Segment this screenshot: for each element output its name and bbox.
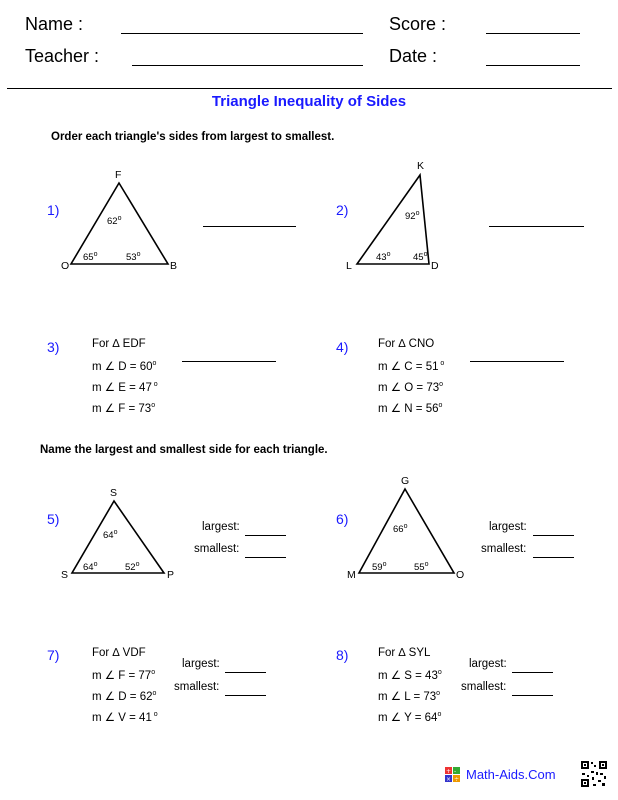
problem-1-angle-right: 53$^o$ [126, 251, 141, 264]
svg-text:+: + [446, 768, 452, 775]
problem-6-number: 6) [336, 511, 349, 527]
problem-5-vertex-left: S [61, 569, 69, 581]
problem-7-smallest-line[interactable] [225, 695, 266, 696]
problem-6-largest-label: largest: [489, 521, 527, 533]
problem-8-triangle-name: For ∆ SYL [378, 647, 431, 659]
problem-7-angle-1: m ∠ $F = 77^o$ [92, 669, 156, 682]
section1-instruction: Order each triangle's sides from largest to smallest. [51, 131, 335, 143]
problem-4-angle-3: m ∠ $N = 56^o$ [378, 402, 443, 415]
problem-8-angle-1: m ∠ $S = 43^o$ [378, 669, 442, 682]
problem-8-smallest-label: smallest: [461, 681, 507, 693]
svg-text:×: × [446, 776, 452, 783]
score-label: Score : [389, 14, 447, 34]
problem-2-angle-right: 45$^o$ [413, 251, 428, 264]
problem-8-angle-2: m ∠ $L = 73^o$ [378, 690, 441, 703]
problem-1-vertex-left: O [61, 260, 70, 272]
section2-instruction: Name the largest and smallest side for each triangle. [40, 444, 328, 456]
problem-7-smallest-label: smallest: [174, 681, 220, 693]
problem-6-vertex-top: G [401, 475, 410, 487]
date-label: Date : [389, 46, 438, 66]
problem-3-angle-1: m ∠ $D = 60^o$ [92, 360, 157, 373]
problem-7-largest-label: largest: [182, 658, 220, 670]
problem-2-angle-top: 92$^o$ [405, 210, 420, 223]
page-title: Triangle Inequality of Sides [211, 93, 407, 110]
problem-6-vertex-left: M [347, 569, 356, 581]
problem-7-number: 7) [47, 647, 60, 663]
problem-8-angle-3: m ∠ $Y = 64^o$ [378, 711, 442, 724]
problem-4-triangle-name: For ∆ CNO [378, 338, 435, 350]
problem-1-angle-left: 65$^o$ [83, 251, 98, 264]
problem-5-largest-label: largest: [202, 521, 240, 533]
problem-6-angle-top: 66$^o$ [393, 523, 408, 536]
problem-7-triangle-name: For ∆ VDF [92, 647, 146, 659]
problem-6-vertex-right: O [456, 569, 465, 581]
problem-7-largest-line[interactable] [225, 672, 266, 673]
teacher-label: Teacher : [25, 46, 100, 66]
math-aids-logo-icon [445, 767, 461, 783]
problem-8-smallest-line[interactable] [512, 695, 553, 696]
problem-1-vertex-right: B [170, 260, 178, 272]
problem-7-angle-2: m ∠ $D = 62^o$ [92, 690, 157, 703]
problem-2-vertex-left: L [346, 260, 352, 272]
problem-5-vertex-right: P [167, 569, 175, 581]
problem-2-angle-left: 43$^o$ [376, 251, 391, 264]
problem-7-angle-3: m ∠ V = 41 $^o$ [92, 711, 158, 724]
problem-5-angle-left: 64$^o$ [83, 561, 98, 574]
problem-2-vertex-right: D [431, 260, 439, 272]
name-label: Name : [25, 14, 84, 34]
problem-5-smallest-label: smallest: [194, 543, 240, 555]
problem-6-angle-left: 59$^o$ [372, 561, 387, 574]
problem-5-number: 5) [47, 511, 60, 527]
problem-1-vertex-top: F [115, 169, 122, 181]
problem-8-number: 8) [336, 647, 349, 663]
problem-4-angle-1: m ∠ C = 51 $^o$ [378, 360, 445, 373]
problem-6-largest-line[interactable] [533, 535, 574, 536]
problem-3-triangle-name: For ∆ EDF [92, 338, 146, 350]
qr-code-icon [580, 760, 608, 788]
problem-6-angle-right: 55$^o$ [414, 561, 429, 574]
svg-text:-: - [454, 768, 457, 775]
footer-brand[interactable]: Math-Aids.Com [466, 767, 556, 782]
svg-text:÷: ÷ [454, 776, 460, 783]
problem-8-largest-label: largest: [469, 658, 507, 670]
problem-3-angle-2: m ∠ E = 47 $^o$ [92, 381, 158, 394]
problem-6-smallest-line[interactable] [533, 557, 574, 558]
problem-6-smallest-label: smallest: [481, 543, 527, 555]
problem-5-vertex-top: S [110, 487, 118, 499]
problem-5-angle-right: 52$^o$ [125, 561, 140, 574]
problem-3-angle-3: m ∠ $F = 73^o$ [92, 402, 156, 415]
problem-1-angle-top: 62$^o$ [107, 215, 122, 228]
problem-2-number: 2) [336, 202, 349, 218]
problem-4-angle-2: m ∠ $O = 73^o$ [378, 381, 444, 394]
problem-3-number: 3) [47, 339, 60, 355]
problem-5-angle-top: 64$^o$ [103, 529, 118, 542]
problem-2-vertex-top: K [417, 160, 425, 172]
problem-4-number: 4) [336, 339, 349, 355]
problem-8-largest-line[interactable] [512, 672, 553, 673]
problem-1-number: 1) [47, 202, 60, 218]
